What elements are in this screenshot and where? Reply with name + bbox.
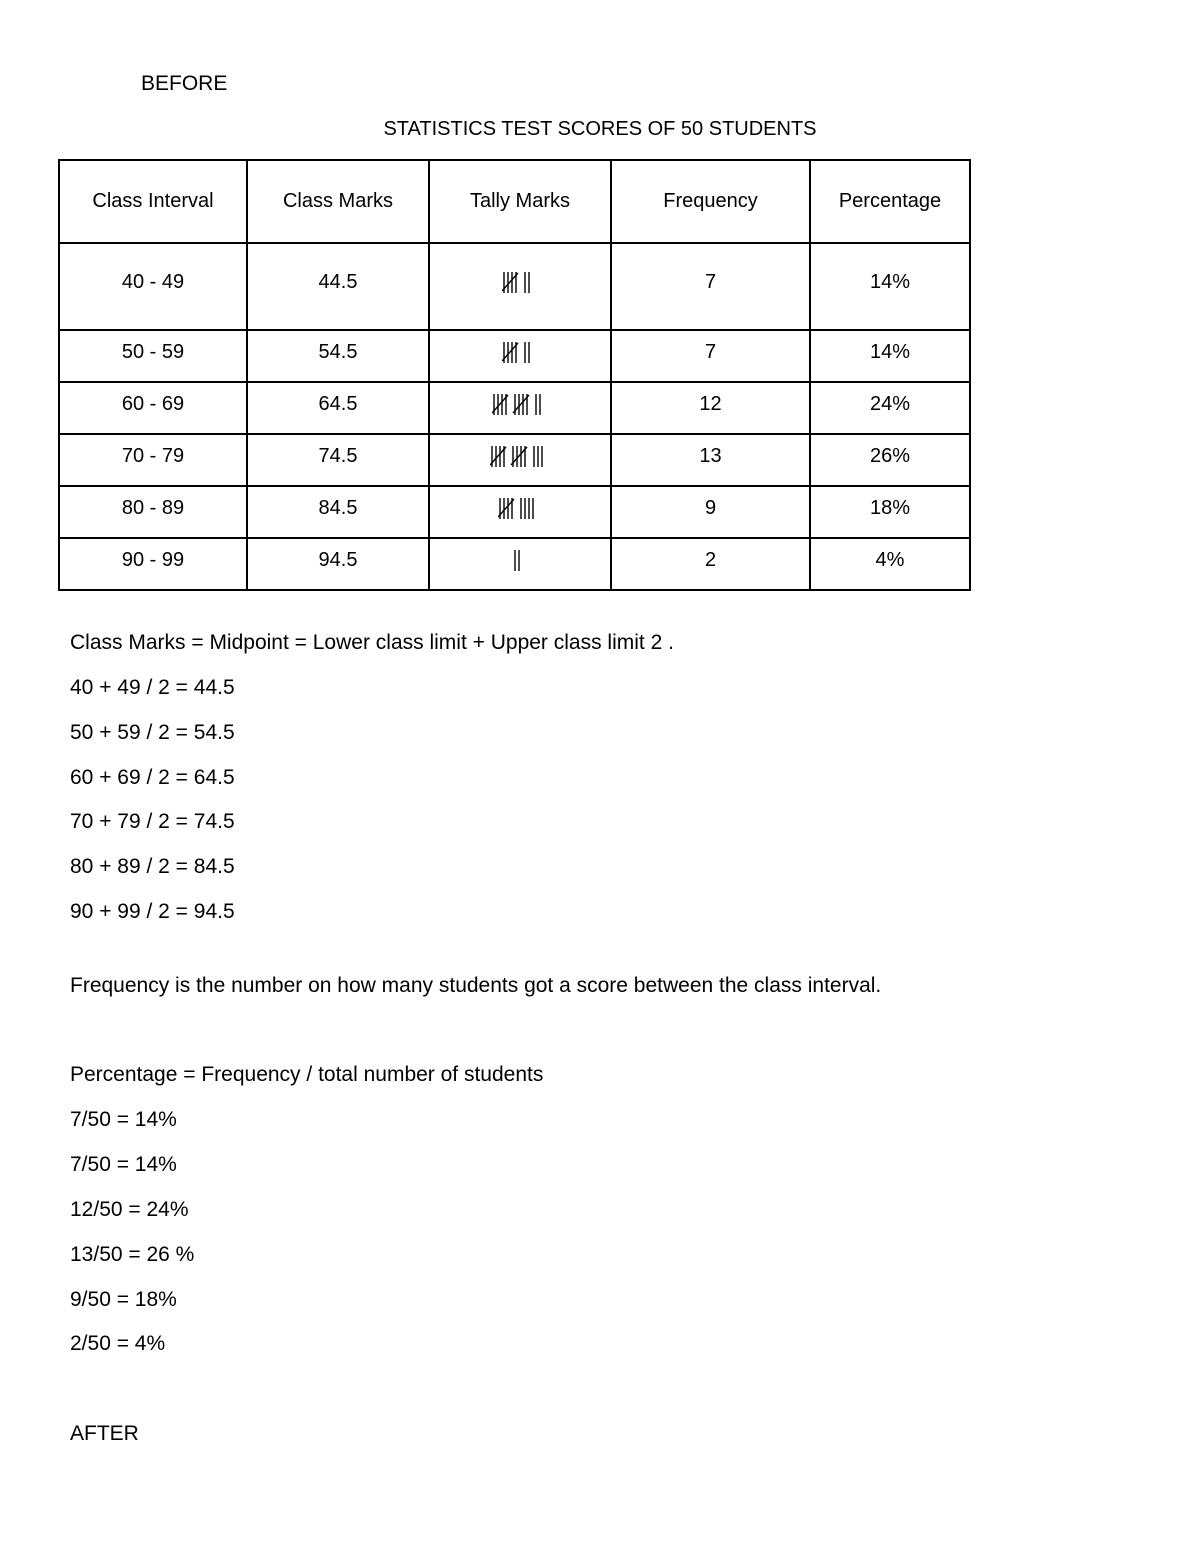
- class-mark-calc: 40 + 49 / 2 = 44.5: [70, 676, 235, 699]
- header-tally-marks: Tally Marks: [429, 160, 611, 243]
- percentage-calc: 13/50 = 26 %: [70, 1243, 195, 1266]
- percentage-cell: 18%: [810, 486, 970, 538]
- frequency-cell: 2: [611, 538, 810, 590]
- class-interval-cell: 90 - 99: [59, 538, 247, 590]
- after-label: AFTER: [70, 1422, 139, 1445]
- tally-svg: [502, 341, 538, 365]
- frequency-cell: 13: [611, 434, 810, 486]
- class-mark-cell: 44.5: [247, 243, 429, 330]
- percentage-cell: 26%: [810, 434, 970, 486]
- tally-svg: [498, 497, 542, 521]
- percentage-calc: 2/50 = 4%: [70, 1332, 166, 1355]
- table-title: STATISTICS TEST SCORES OF 50 STUDENTS: [383, 118, 817, 140]
- tally-cell: [429, 538, 611, 590]
- tally-marks: [490, 445, 551, 469]
- percentage-calc: 9/50 = 18%: [70, 1288, 177, 1311]
- percentage-cell: 14%: [810, 330, 970, 382]
- percentage-calc: 12/50 = 24%: [70, 1198, 189, 1221]
- tally-marks: [498, 497, 542, 521]
- class-mark-calc: 70 + 79 / 2 = 74.5: [70, 810, 235, 833]
- percentage-cell: 14%: [810, 243, 970, 330]
- class-interval-cell: 50 - 59: [59, 330, 247, 382]
- class-marks-formula: Class Marks = Midpoint = Lower class limit + Upper class limit 2 .: [70, 631, 674, 654]
- table-row: [59, 243, 970, 330]
- tally-cell: [429, 382, 611, 434]
- percentage-calc: 7/50 = 14%: [70, 1108, 177, 1131]
- frequency-cell: 7: [611, 330, 810, 382]
- table-row: [59, 434, 970, 486]
- header-percentage: Percentage: [810, 160, 970, 243]
- tally-cell: [429, 330, 611, 382]
- frequency-note: Frequency is the number on how many students got a score between the class interval.: [70, 974, 882, 997]
- class-mark-cell: 94.5: [247, 538, 429, 590]
- tally-marks: [502, 271, 538, 295]
- percentage-cell: 24%: [810, 382, 970, 434]
- class-mark-cell: 84.5: [247, 486, 429, 538]
- class-mark-calc: 80 + 89 / 2 = 84.5: [70, 855, 235, 878]
- header-frequency: Frequency: [611, 160, 810, 243]
- class-mark-cell: 74.5: [247, 434, 429, 486]
- tally-svg: [502, 271, 538, 295]
- table-row: [59, 486, 970, 538]
- table-row: [59, 382, 970, 434]
- class-mark-cell: 54.5: [247, 330, 429, 382]
- class-interval-cell: 80 - 89: [59, 486, 247, 538]
- class-interval-cell: 40 - 49: [59, 243, 247, 330]
- frequency-cell: 9: [611, 486, 810, 538]
- tally-cell: [429, 486, 611, 538]
- tally-cell: [429, 243, 611, 330]
- percentage-cell: 4%: [810, 538, 970, 590]
- header-class-interval: Class Interval: [59, 160, 247, 243]
- table-row: [59, 330, 970, 382]
- class-mark-calc: 60 + 69 / 2 = 64.5: [70, 766, 235, 789]
- class-mark-cell: 64.5: [247, 382, 429, 434]
- before-label: BEFORE: [141, 72, 228, 95]
- frequency-table: [58, 159, 971, 591]
- tally-marks: [502, 341, 538, 365]
- table-header-row: [59, 160, 970, 243]
- tally-marks: [513, 549, 528, 573]
- class-mark-calc: 50 + 59 / 2 = 54.5: [70, 721, 235, 744]
- class-interval-cell: 60 - 69: [59, 382, 247, 434]
- table-row: [59, 538, 970, 590]
- header-class-marks: Class Marks: [247, 160, 429, 243]
- class-interval-cell: 70 - 79: [59, 434, 247, 486]
- tally-svg: [492, 393, 549, 417]
- frequency-cell: 7: [611, 243, 810, 330]
- tally-marks: [492, 393, 549, 417]
- tally-cell: [429, 434, 611, 486]
- frequency-cell: 12: [611, 382, 810, 434]
- class-mark-calc: 90 + 99 / 2 = 94.5: [70, 900, 235, 923]
- percentage-formula: Percentage = Frequency / total number of students: [70, 1063, 544, 1086]
- percentage-calc: 7/50 = 14%: [70, 1153, 177, 1176]
- tally-svg: [490, 445, 551, 469]
- tally-svg: [513, 549, 528, 573]
